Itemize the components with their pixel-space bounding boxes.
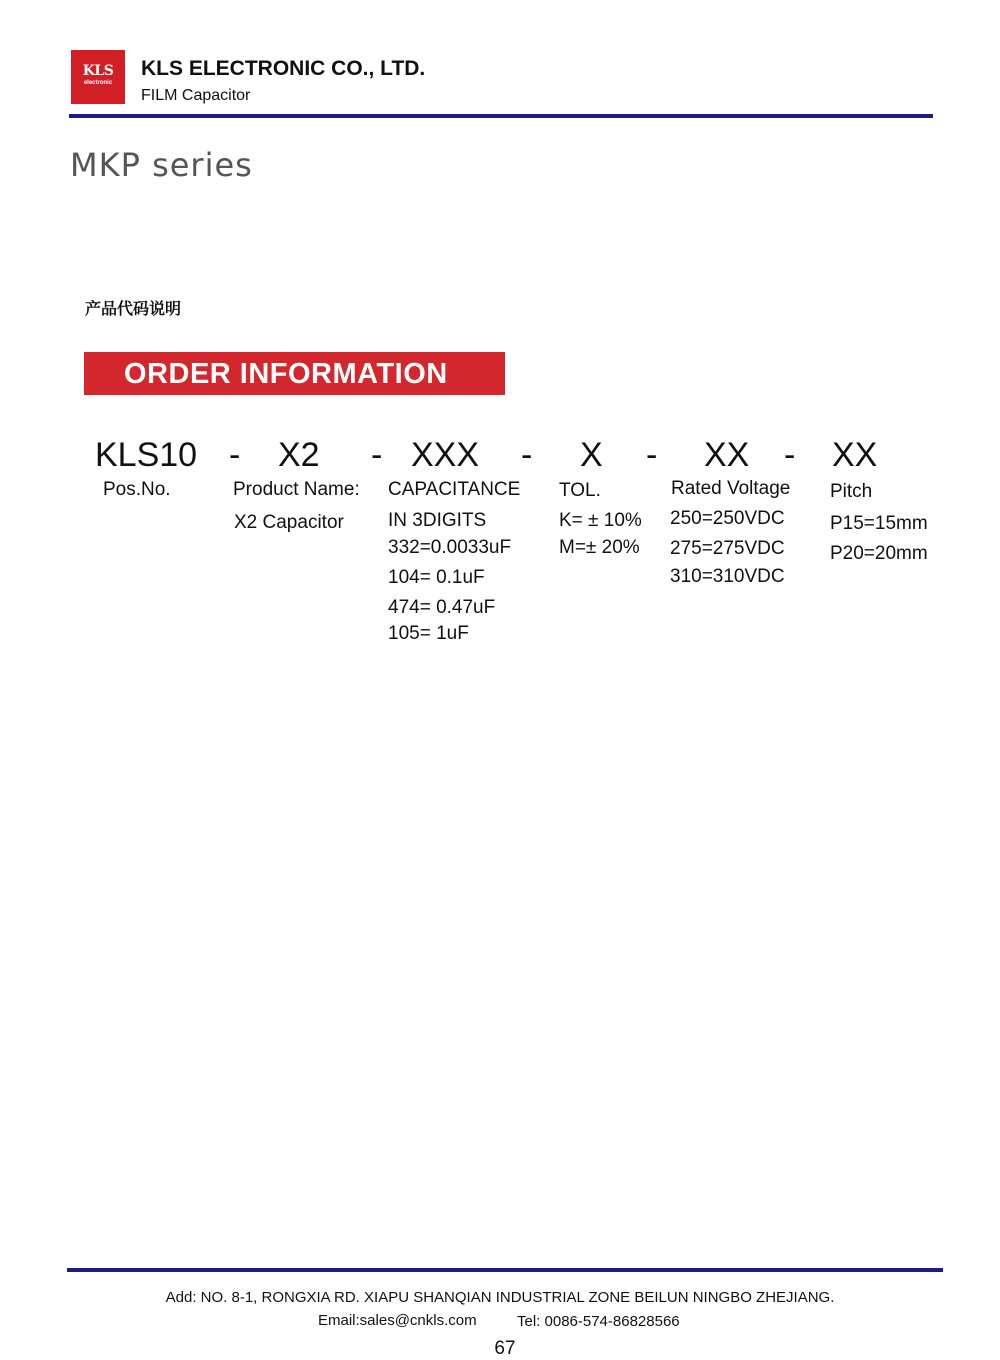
series-title: MKP series: [70, 146, 253, 184]
capacitance-line: IN 3DIGITS: [388, 510, 487, 531]
footer-address: Add: NO. 8-1, RONGXIA RD. XIAPU SHANQIAN INDUSTRIAL ZONE BEILUN NINGBO ZHEJIANG.: [165, 1289, 835, 1306]
pitch-line: P15=15mm: [830, 513, 928, 534]
code-separator: -: [371, 436, 383, 474]
logo-text: KLS: [82, 63, 114, 79]
code-part-tolerance: X: [580, 436, 603, 474]
capacitance-label: CAPACITANCE: [388, 479, 521, 500]
code-separator: -: [229, 436, 241, 474]
pos-no-label: Pos.No.: [103, 479, 171, 500]
capacitance-line: 332=0.0033uF: [388, 537, 512, 558]
rated-voltage-label: Rated Voltage: [671, 478, 791, 499]
product-name-value: X2 Capacitor: [234, 512, 344, 533]
pitch-line: P20=20mm: [830, 543, 928, 564]
code-part-capacitance: XXX: [411, 436, 480, 474]
company-name: KLS ELECTRONIC CO., LTD.: [141, 57, 426, 80]
code-separator: -: [784, 436, 796, 474]
order-information-banner: [84, 352, 505, 395]
logo-subtext: electronic: [83, 80, 113, 86]
page-number: 67: [494, 1338, 516, 1359]
code-separator: -: [646, 436, 658, 474]
footer-email: Email:sales@cnkls.com: [318, 1312, 477, 1329]
capacitance-line: 474= 0.47uF: [388, 597, 496, 618]
capacitance-line: 105= 1uF: [388, 623, 469, 644]
code-part-pitch: XX: [832, 436, 878, 474]
code-separator: -: [521, 436, 533, 474]
pitch-label: Pitch: [830, 481, 873, 502]
footer-divider: [67, 1268, 943, 1272]
code-part-x2: X2: [278, 436, 320, 474]
footer-telephone: Tel: 0086-574-86828566: [517, 1313, 680, 1330]
capacitance-line: 104= 0.1uF: [388, 567, 485, 588]
header-divider: [69, 114, 933, 118]
cn-section-heading: 产品代码说明: [85, 301, 182, 318]
tolerance-line: K= ± 10%: [559, 510, 642, 531]
order-banner-label: ORDER INFORMATION: [124, 358, 448, 390]
rated-voltage-line: 250=250VDC: [670, 508, 785, 529]
company-logo: [71, 50, 125, 104]
tolerance-label: TOL.: [559, 480, 601, 501]
rated-voltage-line: 310=310VDC: [670, 566, 785, 587]
tolerance-line: M=± 20%: [559, 537, 640, 558]
rated-voltage-line: 275=275VDC: [670, 538, 785, 559]
code-part-kls10: KLS10: [95, 436, 198, 474]
code-part-voltage: XX: [704, 436, 750, 474]
product-name-label: Product Name:: [233, 479, 360, 500]
document-subtitle: FILM Capacitor: [141, 87, 251, 104]
